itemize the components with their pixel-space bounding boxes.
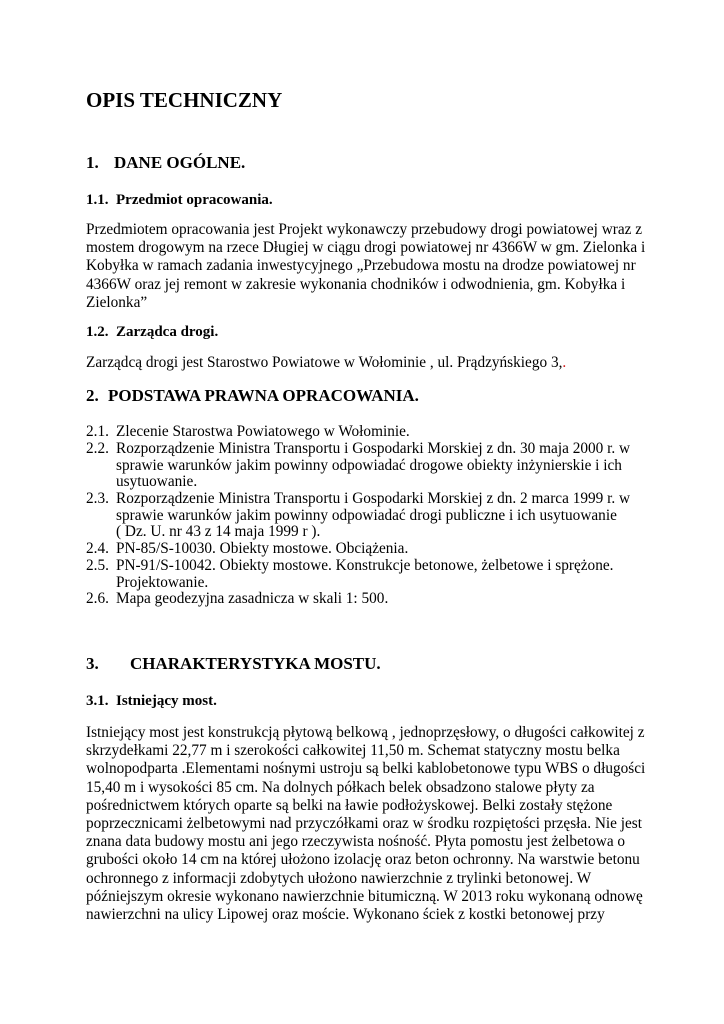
list-item-text: Mapa geodezyjna zasadnicza w skali 1: 500. — [116, 590, 389, 607]
paragraph-line: Kobyłka w ramach zadania inwestycyjnego „Przebudowa mostu na drodze powiatowej nr — [86, 257, 636, 275]
paragraph-line: pośrednictwem których oparte są belki na ławie podłożyskowej. Belki zostały stężone — [86, 796, 613, 814]
paragraph-line: skrzydełkami 22,77 m i szerokości całkowitej 11,50 m. Schemat statyczny mostu belka — [86, 742, 620, 760]
list-item-number: 2.3. — [86, 490, 109, 507]
paragraph-line: Zielonka” — [86, 293, 148, 311]
list-item-text: Rozporządzenie Ministra Transportu i Gospodarki Morskiej z dn. 2 marca 1999 r. w — [116, 490, 631, 507]
list-item-number: 2.1. — [86, 423, 109, 440]
subsection-1-1-number: 1.1. — [86, 192, 109, 208]
list-item-text: sprawie warunków jakim powinny odpowiadać drogi publiczne i ich usytuowanie — [116, 506, 617, 524]
subsection-1-1-heading: Przedmiot opracowania. — [116, 192, 273, 208]
section-2-number: 2. — [86, 386, 99, 405]
list-item-text: Rozporządzenie Ministra Transportu i Gospodarki Morskiej z dn. 30 maja 2000 r. w — [116, 440, 631, 457]
paragraph-existing-bridge — [86, 724, 645, 924]
paragraph-line: mostem drogowym na rzece Długiej w ciągu drogi powiatowej nr 4366W w gm. Zielonka i — [86, 239, 646, 257]
paragraph-line: poprzecznicami żelbetowymi nad przyczółkami oraz w środku rozpiętości przęsła. Nie jest — [86, 815, 642, 833]
subsection-3-1-heading: Istniejący most. — [116, 693, 217, 709]
road-manager-text: Zarządcą drogi jest Starostwo Powiatowe w Wołominie , ul. Prądzyńskiego 3, — [86, 354, 563, 371]
section-1-heading: DANE OGÓLNE. — [114, 153, 246, 172]
paragraph-line: znana data budowy mostu ani jego rzeczywista nośność. Płyta pomostu jest żelbetowa o — [86, 833, 626, 851]
document-title: OPIS TECHNICZNY — [86, 88, 283, 112]
section-1-number: 1. — [86, 153, 99, 172]
paragraph-line: nawierzchni na ulicy Lipowej oraz moście. Wykonano ściek z kostki betonowej przy — [86, 906, 605, 924]
paragraph-subject — [86, 221, 645, 312]
list-item-number: 2.6. — [86, 590, 109, 607]
paragraph-line: 15,40 m i wysokości 85 cm. Na dolnych półkach belek obsadzono stalowe płyty za — [86, 778, 595, 796]
paragraph-line: grubości około 14 cm na której ułożono izolację oraz beton ochronny. Na warstwie betonu — [86, 851, 640, 869]
list-item-number: 2.2. — [86, 440, 109, 457]
list-item-number: 2.4. — [86, 540, 109, 557]
list-item-text: sprawie warunków jakim powinny odpowiadać drogowe obiekty inżynierskie i ich — [116, 456, 622, 474]
subsection-3-1-number: 3.1. — [86, 693, 109, 709]
list-item-text: usytuowanie. — [116, 473, 198, 491]
section-3-heading: CHARAKTERYSTYKA MOSTU. — [130, 654, 381, 673]
paragraph-line: Przedmiotem opracowania jest Projekt wykonawczy przebudowy drogi powiatowej wraz z — [86, 221, 643, 238]
list-item-text: Projektowanie. — [116, 573, 209, 591]
subsection-1-2-number: 1.2. — [86, 324, 109, 340]
section-3-number: 3. — [86, 654, 99, 673]
paragraph-line: Istniejący most jest konstrukcją płytową belkową , jednoprzęsłowy, o długości całkowitej z — [86, 724, 645, 741]
list-item-number: 2.5. — [86, 557, 109, 574]
paragraph-line: 4366W oraz jej remont w zakresie wykonania chodników i odwodnienia, gm. Kobyłka i — [86, 275, 626, 293]
list-item-text: PN-85/S-10030. Obiekty mostowe. Obciążenia. — [116, 540, 409, 557]
edit-mark: . — [562, 354, 567, 371]
list-item-text: Zlecenie Starostwa Powiatowego w Wołominie. — [116, 423, 410, 440]
paragraph-line: późniejszym okresie wykonano nawierzchnie bitumiczną. W 2013 roku wykonaną odnowę — [86, 887, 643, 905]
paragraph-line: ochronnego z informacji zdobytych ułożono nawierzchnie z trylinki betonowej. W — [86, 869, 592, 887]
subsection-1-2-heading: Zarządca drogi. — [116, 324, 219, 340]
list-item-text: PN-91/S-10042. Obiekty mostowe. Konstrukcje betonowe, żelbetowe i sprężone. — [116, 557, 614, 574]
paragraph-line: wolnopodparta .Elementami nośnymi ustroju są belki kablobetonowe typu WBS o długości — [86, 760, 646, 778]
paragraph-road-manager — [86, 354, 566, 372]
list-item-text: ( Dz. U. nr 43 z 14 maja 1999 r ). — [116, 523, 321, 541]
section-2-heading: PODSTAWA PRAWNA OPRACOWANIA. — [108, 386, 419, 405]
